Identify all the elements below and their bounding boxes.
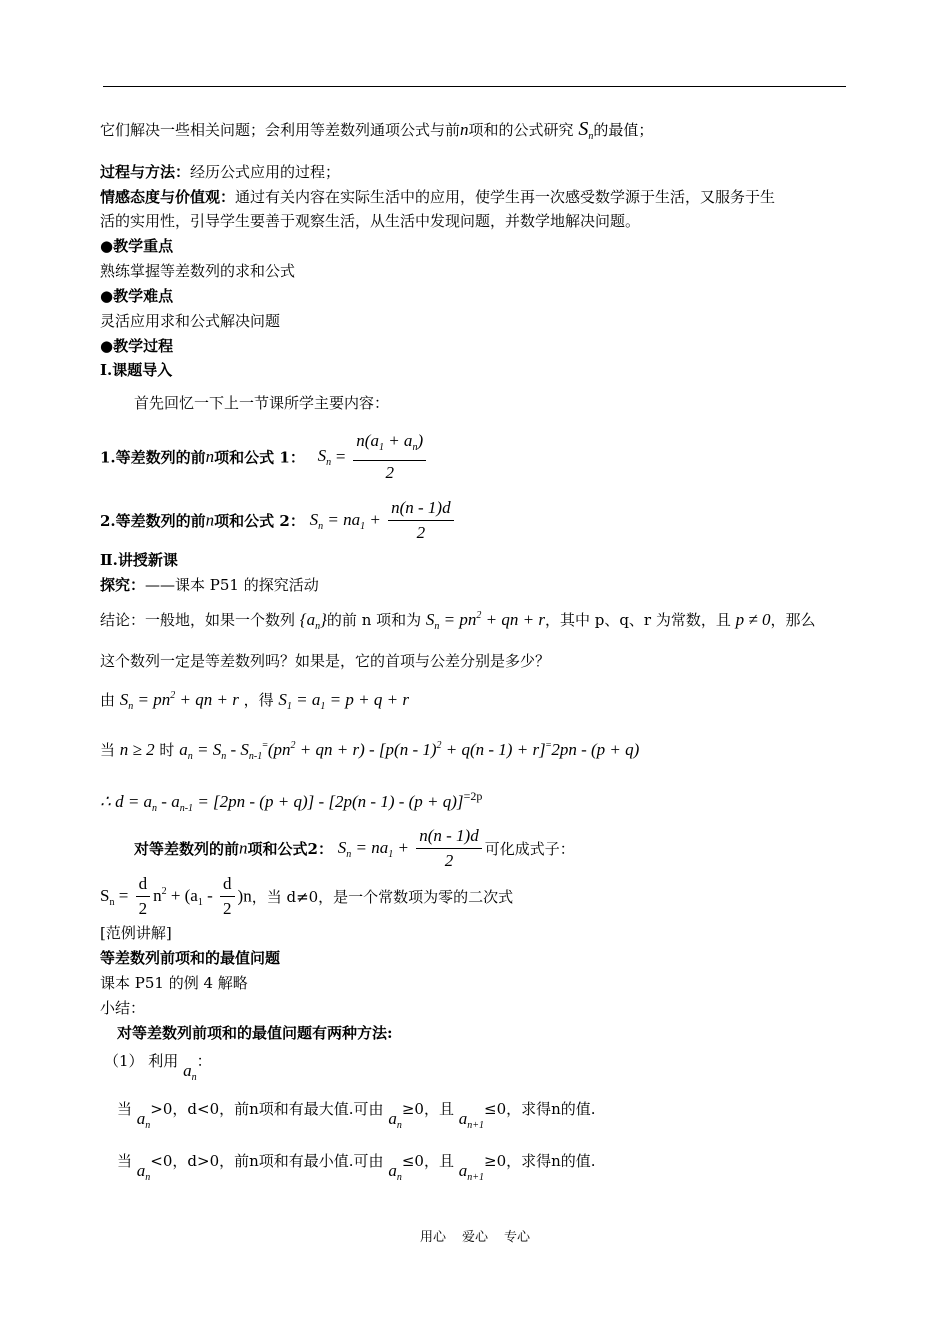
quadratic-form	[100, 873, 513, 920]
derivation-when	[100, 732, 639, 771]
math-expr: $S_n = pn^2$ + qn + r	[425, 610, 545, 632]
text: ≥0，求得n的值.	[484, 1152, 596, 1170]
math-n: n	[239, 838, 248, 858]
topic-heading: 等差数列前项和的最值问题	[100, 949, 281, 967]
math-eq: =	[335, 447, 346, 466]
math-a: $a_{n+1}$	[458, 1161, 484, 1183]
math-cond: n ≥ 2	[119, 740, 155, 759]
case-2	[117, 1150, 596, 1183]
text: 当	[100, 741, 116, 759]
text: ≥0，且	[401, 1100, 454, 1118]
explore-line	[100, 574, 319, 596]
label: 过程与方法：	[100, 163, 191, 181]
text: 时	[159, 741, 175, 759]
process-method-line	[100, 161, 340, 183]
math-a: $a_n$	[136, 1161, 151, 1183]
text: 可化成式子：	[484, 840, 575, 858]
text: 它们解决一些相关问题；会利用等差数列通项公式与前	[100, 121, 461, 139]
math-a: $a_n$	[183, 1061, 197, 1083]
text: ：	[196, 1052, 212, 1070]
math-cond: p ≠ 0	[735, 610, 771, 629]
result: =2p	[463, 789, 483, 803]
text: （1） 利用	[104, 1052, 179, 1070]
text: ，得	[243, 691, 274, 709]
difficulties-text: 灵活应用求和公式解决问题	[100, 312, 281, 330]
formula-3	[134, 825, 575, 872]
text: ≤0，且	[401, 1152, 454, 1170]
label: 探究：	[100, 576, 146, 594]
section-new-lesson: Ⅱ.讲授新课	[100, 551, 178, 569]
objective-line	[100, 118, 653, 148]
heading-key-points: ●教学重点	[100, 237, 174, 255]
math-a: $a_n$	[136, 1109, 151, 1131]
page-footer	[0, 1226, 950, 1245]
fraction: $\frac{d}{2}$	[220, 873, 235, 920]
label: 对等差数列的前	[134, 840, 240, 858]
math-n: n	[460, 120, 469, 139]
text: 项和的公式研究	[468, 121, 574, 139]
text: <0，d>0，前n项和有最小值.可由	[150, 1152, 384, 1170]
two-methods: 对等差数列前项和的最值问题有两种方法:	[117, 1024, 393, 1042]
summary-label: 小结：	[100, 999, 146, 1017]
heading-process: ●教学过程	[100, 337, 174, 355]
text: ≤0，求得n的值.	[484, 1100, 596, 1118]
derivation-therefore	[100, 782, 482, 823]
text: ——课本 P51 的探究活动	[145, 576, 319, 594]
text: 活的实用性，引导学生要善于观察生活，从生活中发现问题，并数学地解决问题。	[100, 212, 641, 230]
sequence: $\{a_n\}$	[299, 610, 327, 632]
math-expr: $a_n = S_n - S_{n-1}$	[179, 740, 263, 762]
fraction: $\frac{n(a_1 + a_n)}{2}$	[353, 430, 426, 484]
math-expr: $n^2 + (a_1$ -	[153, 885, 218, 908]
math-expr: $S_n = pn^2$ + qn + r	[119, 690, 239, 712]
formula-1	[100, 430, 429, 484]
footer-word: 爱心	[461, 1230, 488, 1245]
math-n: n	[205, 447, 215, 466]
fraction: $\frac{n(n - 1)d}{2}$	[416, 825, 481, 872]
math-expr: )n	[237, 886, 252, 906]
text: 通过有关内容在实际生活中的应用，使学生再一次感受数学源于生活，又服务于生	[235, 188, 776, 206]
conclusion-line	[100, 602, 816, 641]
heading-difficulties: ●教学难点	[100, 287, 174, 305]
text: ，其中 p、q、r 为常数，且	[544, 611, 731, 629]
label: 2.等差数列的前	[100, 512, 206, 530]
text: 的前 n 项和为	[326, 611, 422, 629]
label: 项和公式 1：	[214, 448, 305, 467]
math-expr: 2pn - (p + q)	[551, 740, 640, 759]
text: 经历公式应用的过程；	[190, 163, 341, 181]
math-a: $a_n$	[388, 1161, 402, 1183]
math-expr: $S_n = na_1$ +	[337, 837, 414, 860]
key-points-text: 熟练掌握等差数列的求和公式	[100, 262, 296, 280]
case-1	[117, 1098, 596, 1131]
section-intro: Ⅰ.课题导入	[100, 361, 173, 379]
attitude-line	[100, 186, 775, 208]
example-heading: [范例讲解]	[100, 924, 172, 942]
math-lhs: $S_n$	[317, 446, 332, 468]
text: 由	[100, 691, 116, 709]
math-a: $a_{n+1}$	[458, 1109, 484, 1131]
text: 当	[117, 1152, 133, 1170]
method-1	[104, 1050, 212, 1083]
text: 的最值；	[593, 121, 654, 139]
text: 当	[117, 1100, 133, 1118]
label: 情感态度与价值观：	[100, 188, 236, 206]
math-sub: n	[588, 131, 594, 142]
math-expr: ∴ $d = a_n - a_{n-1} = [2pn - (p + q)] - [2p(n - 1) - (p + q)]$	[100, 792, 464, 814]
formula-2	[100, 497, 457, 544]
math-expr: $S_n$ =	[100, 885, 133, 908]
text: 结论：一般地，如果一个数列	[100, 611, 296, 629]
label: 项和公式 2：	[214, 512, 305, 530]
eq: =	[262, 740, 268, 751]
math-a: $a_n$	[388, 1109, 402, 1131]
text: ，当 d≠0，是一个常数项为零的二次式	[251, 888, 514, 906]
eq: =	[545, 740, 552, 751]
math-expr: $S_n = na_1$ +	[309, 509, 386, 532]
math-expr: $S_1 = a_1 = p + q + r$	[278, 690, 409, 712]
fraction: $\frac{n(n - 1)d}{2}$	[388, 497, 453, 544]
attitude-line-2	[100, 210, 640, 232]
header-rule	[103, 86, 846, 87]
conclusion-line-2: 这个数列一定是等差数列吗？如果是，它的首项与公差分别是多少？	[100, 652, 551, 670]
example-ref: 课本 P51 的例 4 解略	[100, 974, 248, 992]
text: ，那么	[770, 611, 816, 629]
math-S: S	[578, 118, 589, 140]
recall-text: 首先回忆一下上一节课所学主要内容：	[134, 394, 390, 412]
derivation-from	[100, 682, 409, 721]
label: 项和公式2：	[247, 840, 333, 858]
fraction: $\frac{d}{2}$	[136, 873, 151, 920]
math-n: n	[205, 510, 215, 530]
label: 1.等差数列的前	[100, 448, 206, 467]
text: >0，d<0，前n项和有最大值.可由	[150, 1100, 384, 1118]
footer-word: 专心	[504, 1230, 531, 1245]
footer-word: 用心	[419, 1230, 446, 1245]
math-expr: ($pn^2$ + qn + r) - [p(n - 1)$^2$ + q(n - 1) + r]	[267, 740, 546, 759]
